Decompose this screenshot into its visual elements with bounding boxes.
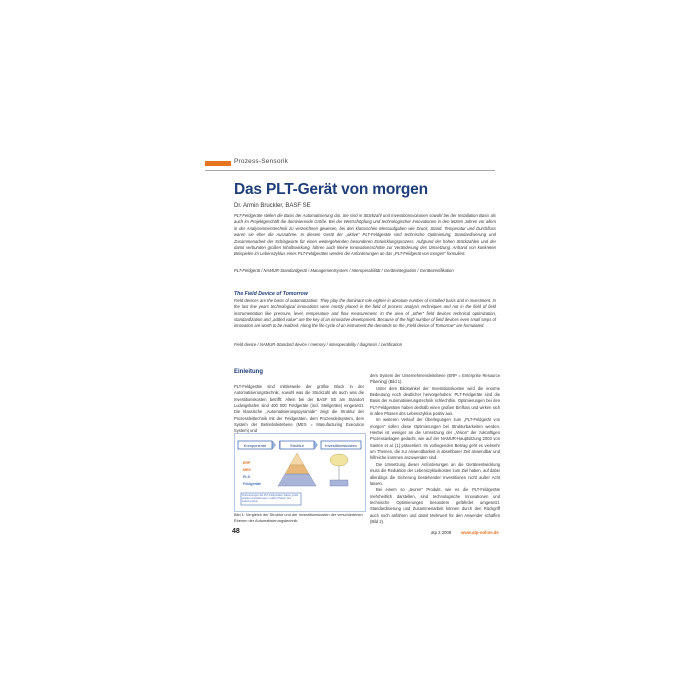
keywords-de: PLT-Feldgerät / NAMUR-Standardgerät / Managementsystem / Interoperabilität / Geräteintegration / Gerätezertifikation xyxy=(234,268,454,273)
body-column-right xyxy=(370,373,500,525)
abstract-de: PLT-Feldgeräte stellen die Basis der Automatisierung dar. Sie sind in Stückzahl und Investitionsvolumen sowohl bei der Installation Basis als auch im Projektgeschäft die dominierende Größe. Bei der Wertschöpfung und technologischer Innovationen in den letzten Jahren vor allem in der Analysenmesstechnik zu verzeichnen gewesen, bei den klassischen Messaufgaben wie Druck, Stand, Temperatur und Durchfluss waren sie eher die Ausnahme. In diesem Gerät der „aktive" PLT-Feldgeräte sind technische Optimierung, Standardisierung und Zusammenarbeit der Schlagworte für einen weitergehenden besonderen Entwicklungsprozess. Aufgrund der hohen Stückzahlen und der damit verbunden großen Inhaltswirkung, fahren auch kleine Innovationsschritte zur Veränderung des Umsetzung. Anhand von konkreten Beispielen im Lebenszyklus eines PLT-Feldgerätes werden die Anforderungen an das „PLT-Feldgerät von morgen" formuliert. xyxy=(234,213,496,257)
figure-1 xyxy=(234,433,366,512)
pyramid-middle xyxy=(285,465,309,474)
body-paragraph: PLT-Feldgeräte sind mittlerweile der größte Block in der Automatisierungstechnik, sowohl was die Stückzahl als auch was die Investitionskosten betrifft. Allein bei der BASF SE am Standort Ludwigshafen sind 400 000 Feldgeräte (incl. Stellgeräte) eingesetzt. Die klassische „Automatisierungspyramide" zeigt die Struktur der Prozessleittechnik mit der Feldgeräten, dem Prozessleitsystem, dem System der Betriebsleitebene (MES = Manufacturing Execution System) und xyxy=(234,384,364,434)
figure-label-komponente: Komponente xyxy=(243,442,267,448)
figure-1-graphic xyxy=(235,434,365,511)
cost-base xyxy=(330,480,348,486)
level-mes: MES xyxy=(243,468,251,472)
footer-url[interactable]: www.atp-online.de xyxy=(461,530,499,535)
section-accent-bar xyxy=(205,161,231,166)
body-paragraph: dem System der Unternehmensleitebene (ERP = Enterprise Resource Planning) (Bild 1). xyxy=(370,373,500,385)
pyramid-base xyxy=(278,474,316,486)
keywords-en: Field device / NAMUR-Standard device / memory / interoperability / diagnosis / certification xyxy=(234,342,403,347)
level-pls: PLS xyxy=(243,475,250,479)
footer-issue: atp 2.2008 xyxy=(431,530,452,535)
section-heading: Einleitung xyxy=(234,369,263,375)
abstract-en: Field devices are the basis of automatization. They play the dominant role eighter in absolute number of installed basis and in investment. In the last few years technological innovations were mostly placed in the field of process analysis techniques and not in the field of field instrumentation like pressure, level, temperature and flow measurement. In the area of „other" field devices technical optimization, standardization and „added value" are the key of an innovative development. Because of the high number of field devices even small steps of innovation are worth to be realized. Along the life cycle of an instrument the demands on the „Field device of Tomorrow" are formulated. xyxy=(234,298,496,329)
body-paragraph: Die Umsetzung dieser Anforderungen an die Geräteentwicklung muss die Reduktion der Lebenszykluskosten zum Ziel haben, auf dabei allerdings die Sicherung bestehender Investitionen nicht außer Acht lassen. xyxy=(370,461,500,486)
article-author: Dr. Armin Bruckler, BASF SE xyxy=(234,203,311,209)
figure-label-struktur: Struktur xyxy=(289,442,305,448)
body-paragraph: Bei einem so „teuren" Produkt, wie es die PLT-Feldgeräte mehrheitlich darstellen, sind technologische Innovationen und technische Optimierungen besonders gefährdet umgesetzt. Standardisierung und Zusammenarbeit können durch den Rückgriff auch noch anfahren und damit Mehrwert für den Anwender schaffen (Bild 2). xyxy=(370,487,500,524)
level-erp: ERP xyxy=(243,461,251,465)
page-number: 48 xyxy=(232,528,240,535)
body-paragraph: Im weiteren Verlauf der Überlegungen zum „PLT-Feldgerät von morgen" sollen diese Optimierungen bei Strukturbarkeiten werden. Hierbei ist weniger an die Umsetzung der „Vision" der zukünftigen Prozessanlagen gedacht, wie auf der NAMUR-Hauptsitzung 2003 von Santen et al. [1] präsentiert. Im vorliegenden Beitrag geht es vielmehr um Themen, die zur Anwendbarkeit in absehbarer Zeit anwendbar und hilfreiche kommen anzuwenden sind. xyxy=(370,417,500,461)
level-feldgeraete: Feldgeräte xyxy=(243,482,262,486)
figure-caption: Bild 1: Vergleich der Struktur und der Investitionskosten der verschiedenen Ebenen der Automatisierungstechnik. xyxy=(234,512,363,523)
figure-label-investitionskosten: Investitionskosten xyxy=(325,442,357,448)
figure-note: Optimierungen bei PLT-Feldgeräten haben große positive Auswirkungen in allen Phasen des Lebenszyklus xyxy=(242,493,299,504)
body-paragraph: Unter dem Blickwinkel der Investitionskosten wird die enorme Bedeutung noch deutlicher hervorgehoben: PLT-Feldgeräte sind die Basis der Automatisierungstechnik schlechthin. Optimierungen bei den PLT-Feldgeräten haben deshalb einen großen Einfluss und wirken sich in allen Phasen des Lebenszyklus positiv aus. xyxy=(370,385,500,417)
section-divider xyxy=(205,170,495,171)
cost-top xyxy=(330,454,348,466)
body-column-left xyxy=(234,384,364,435)
pyramid-top xyxy=(290,453,304,465)
article-title: Das PLT-Gerät von morgen xyxy=(234,181,428,198)
abstract-en-title: The Field Device of Tomorrow xyxy=(234,291,308,297)
section-label: Prozess-Sensorik xyxy=(234,158,289,165)
